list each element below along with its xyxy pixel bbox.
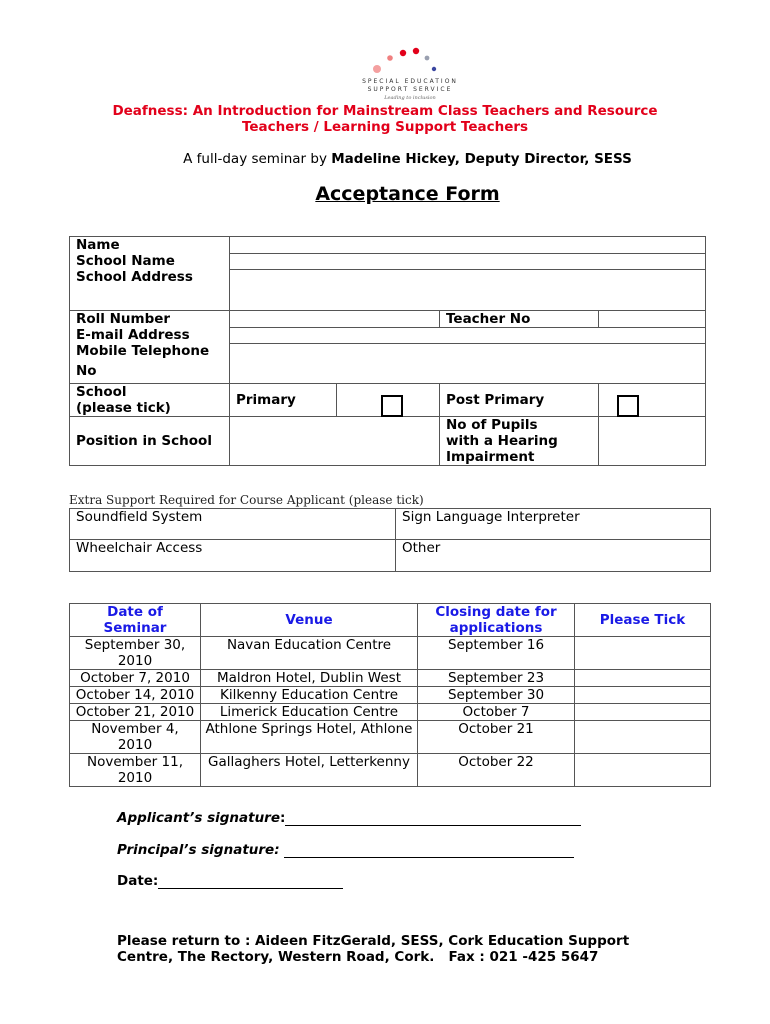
header-closing-line2: applications <box>449 620 543 636</box>
school-address-label: School Address <box>70 269 230 310</box>
seminar-speaker: Madeline Hickey, Deputy Director, SESS <box>331 151 632 167</box>
principal-signature-row <box>117 842 574 858</box>
return-address-line2: Centre, The Rectory, Western Road, Cork. Fax : 021 -425 5647 <box>117 949 599 965</box>
details-table <box>69 236 706 466</box>
row-date-line2: 2010 <box>117 737 153 753</box>
principal-signature-label: Principal’s signature: <box>117 842 280 858</box>
wheelchair-option[interactable]: Wheelchair Access <box>70 540 396 572</box>
row-date <box>70 754 201 787</box>
logo-text-line1: SPECIAL EDUCATION <box>362 78 458 85</box>
logo-text-line2: SUPPORT SERVICE <box>367 86 453 93</box>
mobile-label <box>70 343 230 384</box>
school-type-line1: School <box>76 384 127 400</box>
row-date <box>70 721 201 754</box>
roll-number-field[interactable] <box>230 310 440 327</box>
pupils-field[interactable] <box>599 417 706 466</box>
row-date-line1: November 4, <box>91 721 179 737</box>
logo-dots-icon <box>360 44 460 80</box>
header-date-line1: Date of <box>107 604 163 620</box>
principal-signature-line[interactable] <box>284 843 574 858</box>
table-row <box>70 754 711 787</box>
school-type-line2: (please tick) <box>76 400 171 416</box>
sess-logo <box>360 44 460 104</box>
row-tick-cell[interactable] <box>575 721 711 754</box>
applicant-signature-line[interactable] <box>285 811 581 826</box>
mobile-field[interactable] <box>230 343 706 384</box>
roll-number-label: Roll Number <box>70 310 230 327</box>
header-venue: Venue <box>201 604 418 637</box>
seminar-prefix: A full-day seminar by <box>183 151 332 167</box>
row-venue: Limerick Education Centre <box>201 704 418 721</box>
primary-label: Primary <box>230 384 337 417</box>
date-line[interactable] <box>158 874 343 889</box>
date-row <box>117 873 343 889</box>
email-label: E-mail Address <box>70 327 230 343</box>
schedule-table <box>69 603 711 787</box>
email-field[interactable] <box>230 327 706 343</box>
row-tick-cell[interactable] <box>575 637 711 670</box>
row-venue: Navan Education Centre <box>201 637 418 670</box>
title-line-2: Teachers / Learning Support Teachers <box>241 119 529 135</box>
post-primary-label: Post Primary <box>440 384 599 417</box>
sign-language-option[interactable]: Sign Language Interpreter <box>396 509 711 540</box>
pupils-line1: No of Pupils <box>446 417 538 433</box>
teacher-no-field[interactable] <box>599 310 706 327</box>
applicant-signature-row <box>117 810 581 826</box>
row-closing: October 7 <box>418 704 575 721</box>
row-date: October 14, 2010 <box>70 687 201 704</box>
row-venue: Maldron Hotel, Dublin West <box>201 670 418 687</box>
row-date-line2: 2010 <box>117 653 153 669</box>
row-closing: September 23 <box>418 670 575 687</box>
mobile-label-line1: Mobile Telephone <box>76 343 210 359</box>
school-address-field[interactable] <box>230 269 706 310</box>
row-date-line1: November 11, <box>87 754 183 770</box>
support-table <box>69 508 711 572</box>
school-type-label <box>70 384 230 417</box>
row-date <box>70 637 201 670</box>
row-tick-cell[interactable] <box>575 754 711 787</box>
header-tick: Please Tick <box>575 604 711 637</box>
table-row <box>70 687 711 704</box>
row-date: October 21, 2010 <box>70 704 201 721</box>
row-date: October 7, 2010 <box>70 670 201 687</box>
row-tick-cell[interactable] <box>575 704 711 721</box>
position-field[interactable] <box>230 417 440 466</box>
header-closing-line1: Closing date for <box>435 604 557 620</box>
logo-tagline: Leading to inclusion <box>384 95 436 101</box>
seminar-line <box>0 151 770 167</box>
applicant-signature-label: Applicant’s signature <box>117 810 280 826</box>
pupils-line3: Impairment <box>446 449 535 465</box>
pupils-label <box>440 417 599 466</box>
soundfield-option[interactable]: Soundfield System <box>70 509 396 540</box>
position-label: Position in School <box>70 417 230 466</box>
header-closing <box>418 604 575 637</box>
row-closing: September 30 <box>418 687 575 704</box>
form-heading: Acceptance Form <box>315 183 500 205</box>
row-closing: September 16 <box>418 637 575 670</box>
post-primary-checkbox[interactable] <box>617 395 639 417</box>
table-row <box>70 670 711 687</box>
row-venue: Athlone Springs Hotel, Athlone <box>201 721 418 754</box>
school-name-field[interactable] <box>230 253 706 269</box>
applicant-signature-colon: : <box>280 810 286 826</box>
row-tick-cell[interactable] <box>575 687 711 704</box>
row-closing: October 22 <box>418 754 575 787</box>
primary-checkbox[interactable] <box>381 395 403 417</box>
row-venue: Kilkenny Education Centre <box>201 687 418 704</box>
support-heading: Extra Support Required for Course Applicant (please tick) <box>69 493 424 507</box>
title-line-1: Deafness: An Introduction for Mainstream Class Teachers and Resource <box>112 103 658 119</box>
table-row <box>70 721 711 754</box>
row-venue: Gallaghers Hotel, Letterkenny <box>201 754 418 787</box>
pupils-line2: with a Hearing <box>446 433 558 449</box>
name-field[interactable] <box>230 237 706 254</box>
header-date <box>70 604 201 637</box>
teacher-no-label: Teacher No <box>440 310 599 327</box>
mobile-label-line2: No <box>76 363 97 379</box>
return-address-line1: Please return to : Aideen FitzGerald, SESS, Cork Education Support <box>117 933 630 949</box>
table-row <box>70 704 711 721</box>
row-tick-cell[interactable] <box>575 670 711 687</box>
header-date-line2: Seminar <box>103 620 167 636</box>
row-date-line1: September 30, <box>84 637 186 653</box>
table-row <box>70 637 711 670</box>
row-closing: October 21 <box>418 721 575 754</box>
post-primary-tick-cell[interactable] <box>599 384 706 417</box>
other-option[interactable]: Other <box>396 540 711 572</box>
row-date-line2: 2010 <box>117 770 153 786</box>
name-label: Name <box>70 237 230 254</box>
school-name-label: School Name <box>70 253 230 269</box>
date-label: Date: <box>117 873 159 889</box>
